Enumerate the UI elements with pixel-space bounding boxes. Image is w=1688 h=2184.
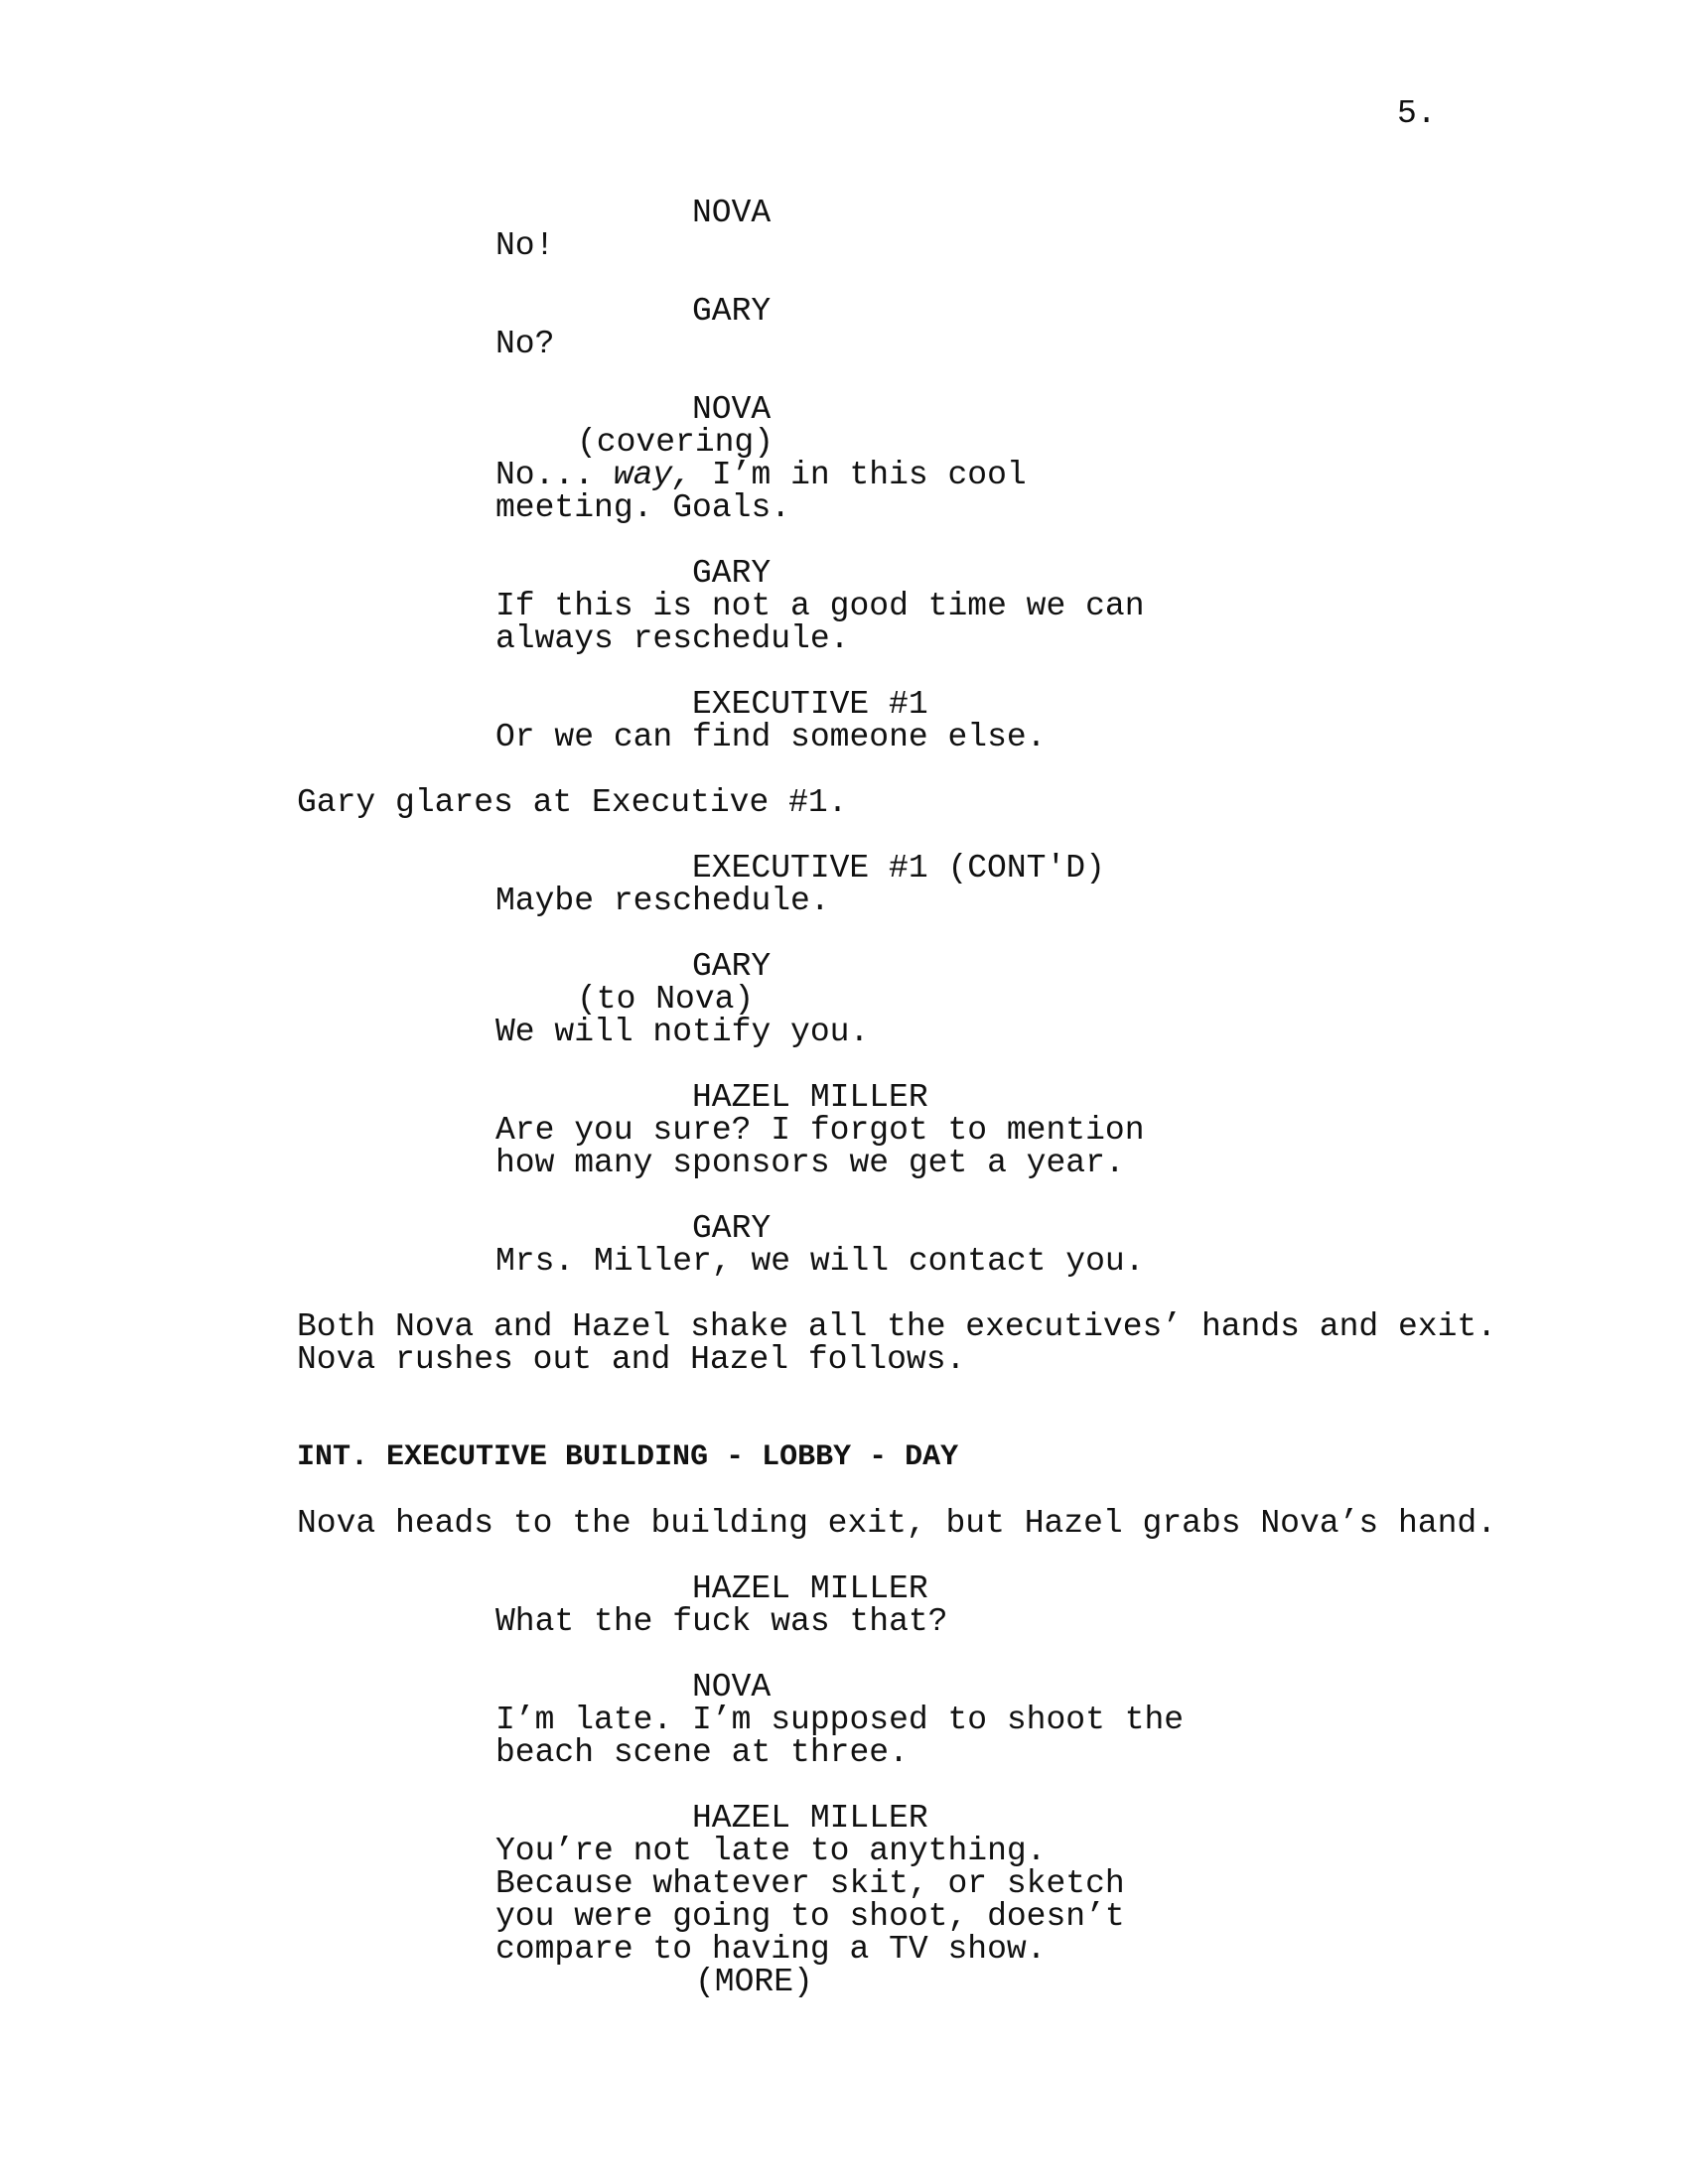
scene-heading: INT. EXECUTIVE BUILDING - LOBBY - DAY [297,1440,959,1474]
dialogue-line: You’re not late to anything. [495,1833,1047,1869]
dialogue-line: No! [495,227,555,264]
dialogue-line: Maybe reschedule. [495,883,830,919]
dialogue-line: you were going to shoot, doesn’t [495,1898,1125,1935]
more-indicator: (MORE) [695,1964,813,2000]
character-name: NOVA [692,195,772,231]
page-number: 5. [1397,95,1437,132]
dialogue-line: always reschedule. [495,620,850,657]
dialogue-line: What the fuck was that? [495,1603,948,1640]
dialogue-italic-text: way, [613,457,693,493]
character-name: HAZEL MILLER [692,1570,928,1607]
dialogue-line: meeting. Goals. [495,489,791,526]
dialogue-line: beach scene at three. [495,1734,909,1771]
action-line: Both Nova and Hazel shake all the executives’ hands and exit. [297,1308,1496,1345]
action-line: Nova heads to the building exit, but Hazel grabs Nova’s hand. [297,1505,1496,1542]
dialogue-line: compare to having a TV show. [495,1931,1047,1968]
character-name: GARY [692,1210,772,1247]
character-name: GARY [692,293,772,330]
dialogue-line: how many sponsors we get a year. [495,1145,1125,1181]
character-name: HAZEL MILLER [692,1079,928,1116]
character-name: NOVA [692,1669,772,1706]
parenthetical: (to Nova) [577,981,755,1018]
character-name: GARY [692,555,772,592]
dialogue-line: I’m late. I’m supposed to shoot the [495,1702,1185,1738]
character-name: EXECUTIVE #1 [692,686,928,723]
dialogue-line: No? [495,326,555,362]
dialogue-text: I’m in this cool [692,457,1027,493]
parenthetical: (covering) [577,424,774,461]
dialogue-line: Or we can find someone else. [495,719,1047,755]
character-name: HAZEL MILLER [692,1800,928,1837]
character-name: NOVA [692,391,772,428]
dialogue-line [495,459,1027,491]
dialogue-line: Because whatever skit, or sketch [495,1865,1125,1902]
action-line: Nova rushes out and Hazel follows. [297,1341,966,1378]
dialogue-line: If this is not a good time we can [495,588,1145,624]
dialogue-line: Are you sure? I forgot to mention [495,1112,1145,1149]
dialogue-text: No... [495,457,614,493]
dialogue-line: We will notify you. [495,1014,870,1050]
character-name: EXECUTIVE #1 (CONT'D) [692,850,1105,887]
dialogue-line: Mrs. Miller, we will contact you. [495,1243,1145,1280]
action-line: Gary glares at Executive #1. [297,784,848,821]
character-name: GARY [692,948,772,985]
